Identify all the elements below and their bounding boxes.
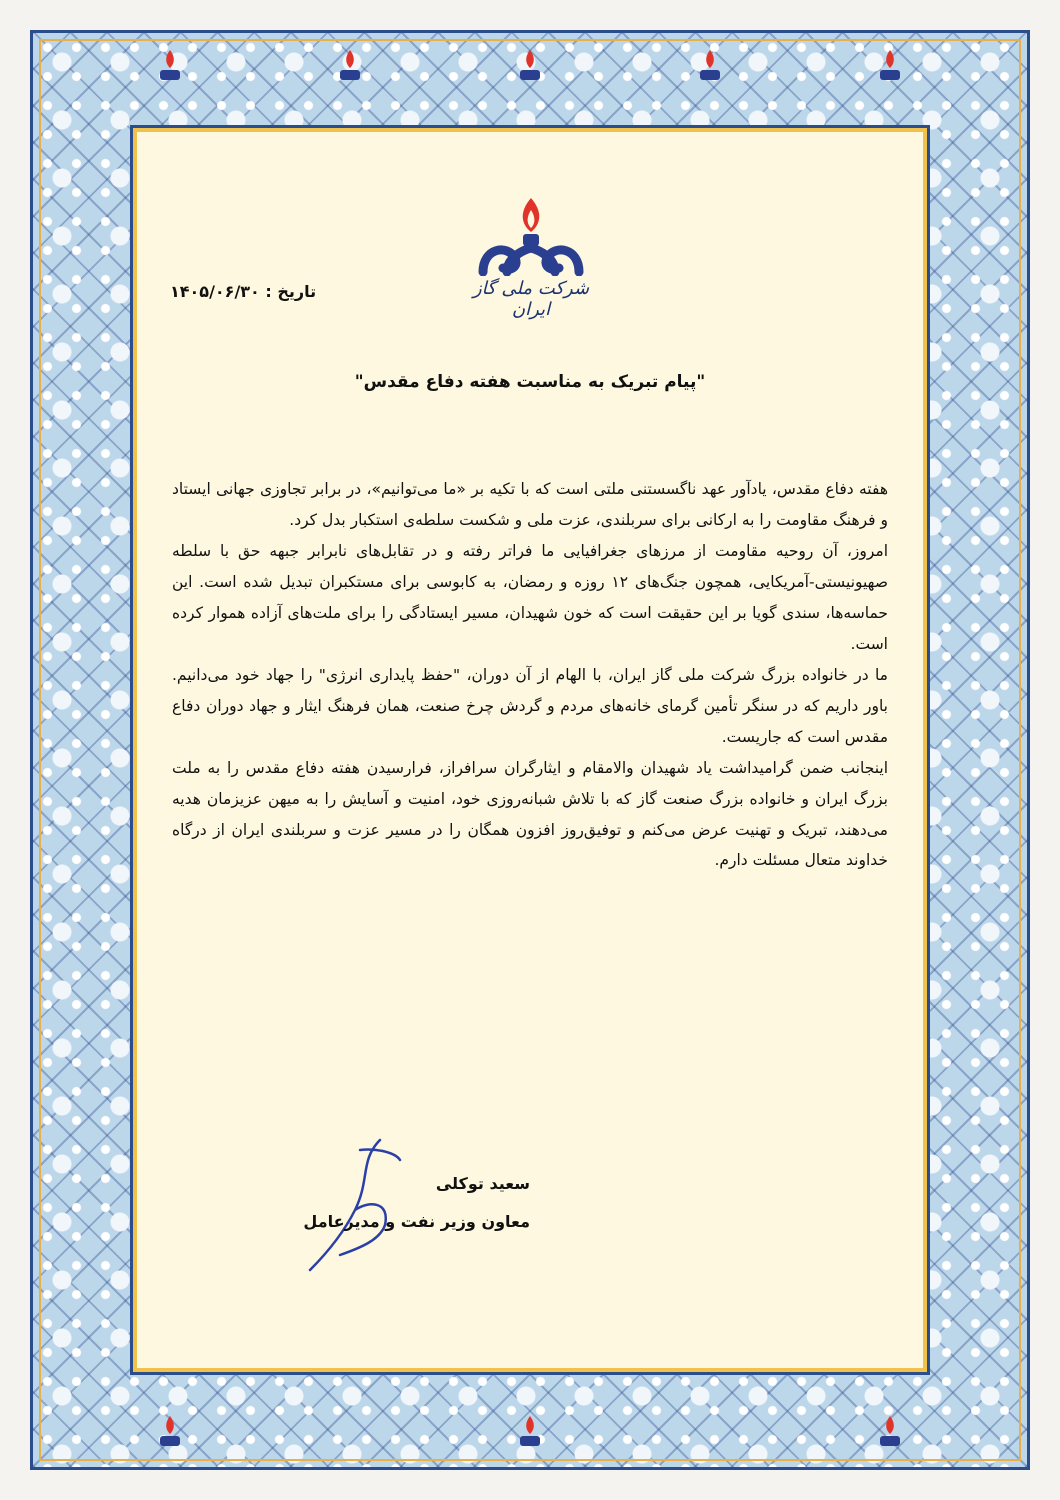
- body-paragraph: ما در خانواده بزرگ شرکت ملی گاز ایران، با الهام از آن دوران، "حفظ پایداری انرژی" را جهاد خود می‌دانیم. باور داریم که در سنگر تأمین گرمای خانه‌های مردم و گردش چرخ صنعت، همان فرهنگ ایثار و جهاد دوران دفاع مقدس است که جاریست.: [172, 666, 888, 746]
- letter-title: "پیام تبریک به مناسبت هفته دفاع مقدس": [354, 372, 706, 392]
- signature-scribble-icon: [300, 1130, 410, 1280]
- signatory-name: سعید توکلی: [435, 1174, 530, 1193]
- letter-date: [170, 282, 370, 301]
- body-paragraph: اینجانب ضمن گرامیداشت یاد شهیدان والامقام و ایثارگران سرافراز، فرارسیدن هفته دفاع مقدس را به ملت بزرگ ایران و خانواده بزرگ صنعت گاز که با تلاش شبانه‌روزی خود، امنیت و آسایش را به میهن عزیزمان هدیه می‌دهند، تبریک و تهنیت عرض می‌کنم و توفیق‌روز افزون همگان را در مسیر عزت و سربلندی ایران از درگاه خداوند متعال مسئلت دارم.: [172, 759, 888, 870]
- border-motif-icon: [510, 46, 550, 86]
- border-motif-icon: [690, 46, 730, 86]
- company-logo: [463, 196, 599, 320]
- border-motif-icon: [870, 1412, 910, 1452]
- border-motif-icon: [330, 46, 370, 86]
- date-value: ۱۴۰۵/۰۶/۳۰: [170, 282, 260, 301]
- body-paragraph: امروز، آن روحیه مقاومت از مرزهای جغرافیایی ما فراتر رفته و در تقابل‌های نابرابر جبهه حق با سلطه صهیونیستی-آمریکایی، همچون جنگ‌های ۱۲ روزه و رمضان، به کابوسی برای مستکبران تبدیل شده است. این حماسه‌ها، سندی گویا بر این حقیقت است که خون شهیدان، مسیر ایستادگی را برای ملت‌های آزاده هموار کرده است.: [172, 542, 888, 653]
- signature-block: [300, 1160, 560, 1310]
- date-label: تاریخ :: [265, 282, 317, 301]
- gas-company-logo-icon: [463, 196, 599, 276]
- signatory-role: معاون وزیر نفت و مدیرعامل: [303, 1212, 530, 1231]
- border-motif-icon: [150, 1412, 190, 1452]
- border-motif-icon: [150, 46, 190, 86]
- border-motif-icon: [510, 1412, 550, 1452]
- body-paragraph: هفته دفاع مقدس، یادآور عهد ناگسستنی ملتی است که با تکیه بر «ما می‌توانیم»، در برابر تجاوزی جهانی ایستاد و فرهنگ مقاومت را به ارکانی برای سربلندی، عزت ملی و شکست سلطه‌ی استکبار بدل کرد.: [172, 480, 888, 529]
- letter-body: [172, 474, 888, 876]
- logo-caption: شرکت ملی گاز ایران: [472, 278, 590, 320]
- border-motif-icon: [870, 46, 910, 86]
